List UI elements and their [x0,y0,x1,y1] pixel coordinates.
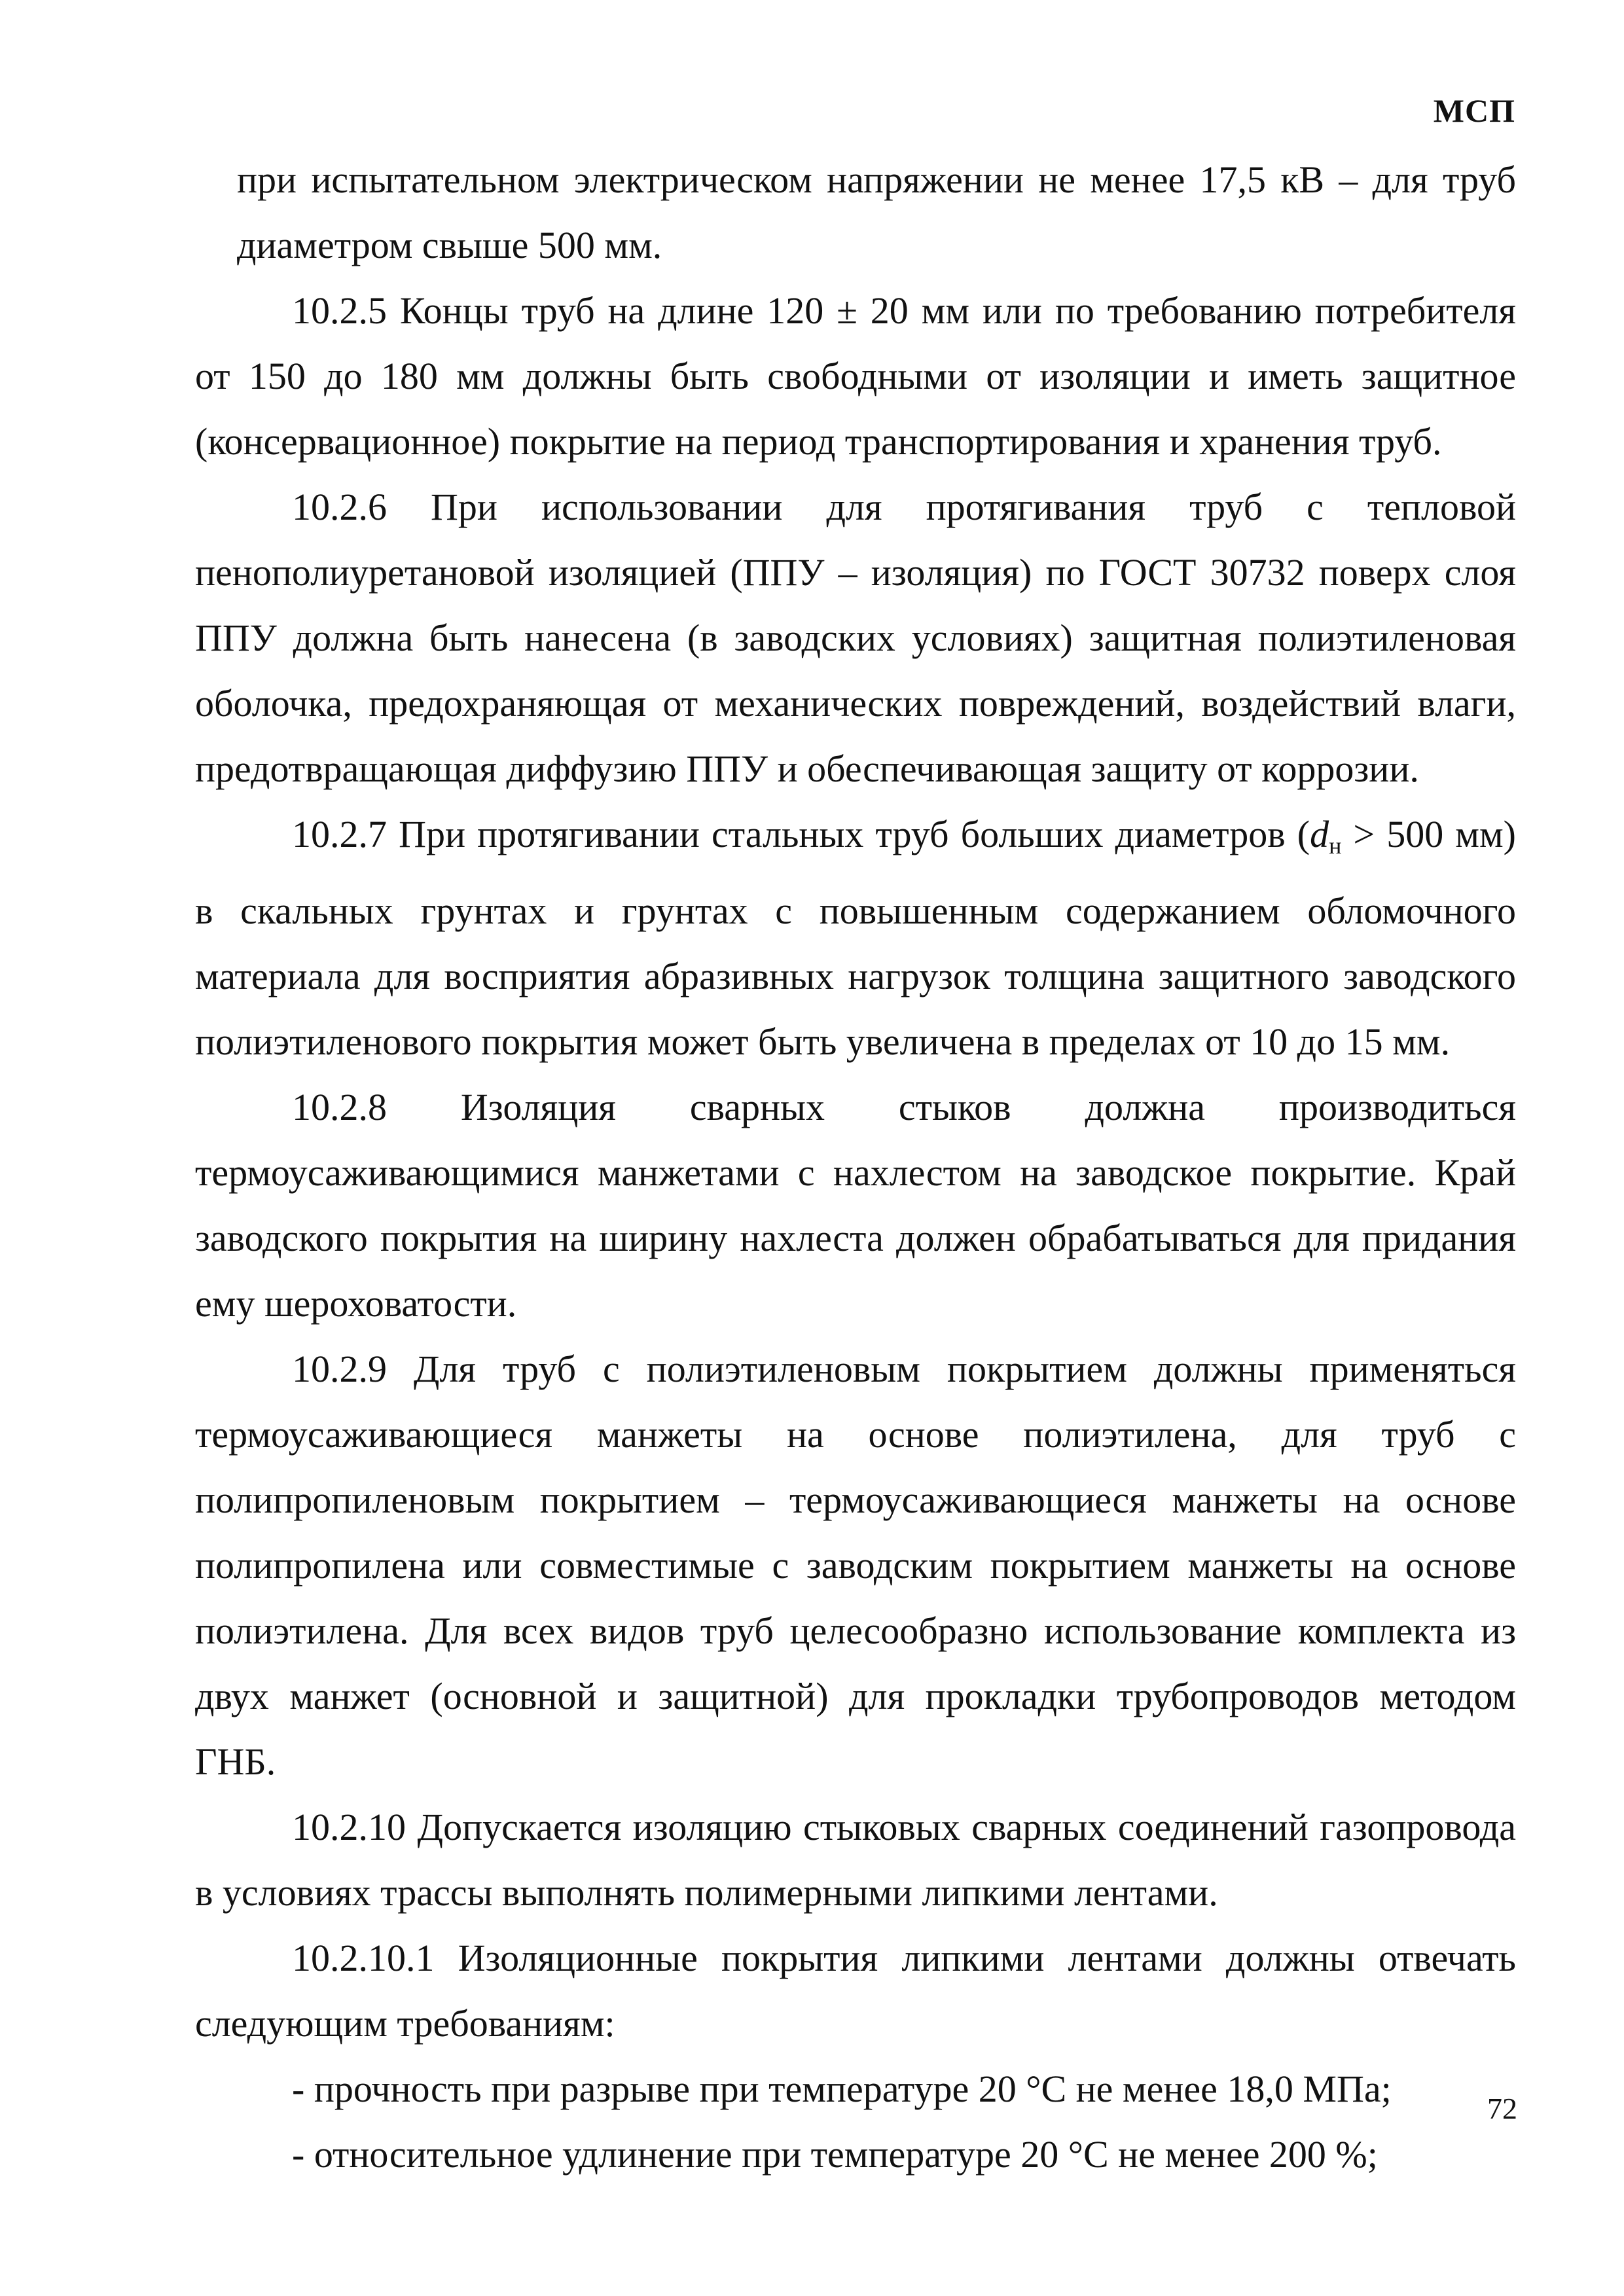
paragraph-10-2-8: 10.2.8 Изоляция сварных стыков должна производиться термоусаживающимися манжетами с нахлестом на заводское покрытие. Край заводского покрытия на ширину нахлеста должен обрабатываться для придания ему шероховатости. [195,1086,1516,1325]
list-item: - относительное удлинение при температуре 20 °С не менее 200 %; [292,2133,1378,2176]
paragraph-10-2-10-1: 10.2.10.1 Изоляционные покрытия липкими лентами должны отвечать следующим требованиям: [195,1937,1516,2045]
paragraph-text: 10.2.7 При протягивании стальных труб больших диаметров ( [292,813,1310,855]
diameter-subscript: н [1329,833,1342,859]
paragraph-continuation: при испытательном электрическом напряжении не менее 17,5 кВ – для труб диаметром свыше 500 мм. [237,158,1516,266]
paragraph-text: > 500 мм) в скальных грунтах и грунтах с повышенным содержанием обломочного материала для восприятия абразивных нагрузок толщина защитного заводского полиэтиленового покрытия может быть увеличена в пределах от 10 до 15 мм. [195,813,1517,1063]
list-item: - прочность при разрыве при температуре 20 °С не менее 18,0 МПа; [292,2068,1392,2110]
paragraph-10-2-7 [195,802,1516,1075]
paragraph-10-2-5: 10.2.5 Концы труб на длине 120 ± 20 мм или по требованию потребителя от 150 до 180 мм должны быть свободными от изоляции и иметь защитное (консервационное) покрытие на период транспортирования и хранения труб. [195,289,1516,463]
diameter-symbol: d [1310,813,1329,855]
page-header: МСП [1433,92,1515,129]
paragraph-10-2-9: 10.2.9 Для труб с полиэтиленовым покрытием должны применяться термоусаживающиеся манжеты на основе полиэтилена, для труб с полипропиленовым покрытием – термоусаживающиеся манжеты на основе полипропилена или совместимые с заводским покрытием манжеты на основе полиэтилена. Для всех видов труб целесообразно использование комплекта из двух манжет (основной и защитной) для прокладки трубопроводов методом ГНБ. [195,1348,1516,1783]
paragraph-10-2-10: 10.2.10 Допускается изоляцию стыковых сварных соединений газопровода в условиях трассы выполнять полимерными липкими лентами. [195,1806,1516,1914]
body-text [195,147,1516,2187]
page-number: 72 [1487,2092,1517,2125]
paragraph-10-2-6: 10.2.6 При использовании для протягивания труб с тепловой пенополиуретановой изоляцией (ППУ – изоляция) по ГОСТ 30732 поверх слоя ППУ должна быть нанесена (в заводских условиях) защитная полиэтиленовая оболочка, предохраняющая от механических повреждений, воздействий влаги, предотвращающая диффузию ППУ и обеспечивающая защиту от коррозии. [195,486,1516,790]
